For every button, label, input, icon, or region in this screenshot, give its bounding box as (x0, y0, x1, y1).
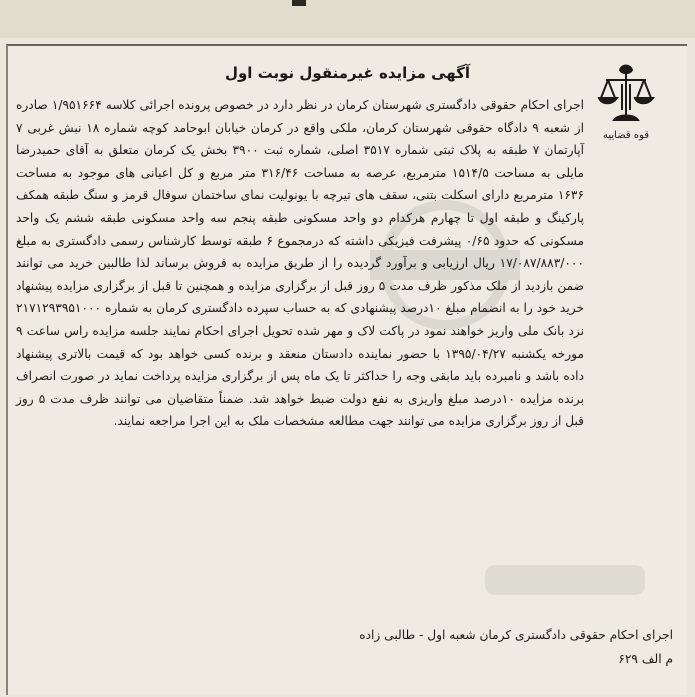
notice-reference-number: م الف ۶۲۹ (618, 652, 673, 666)
notice-signature: اجرای احکام حقوقی دادگستری کرمان شعبه اول - طالبی زاده (359, 628, 673, 642)
faint-watermark-lower (480, 545, 650, 615)
top-edge-mark (292, 0, 306, 6)
emblem-caption: قوه قضاییه (602, 130, 650, 141)
notice-title: آگهی مزایده غیرمنقول نوبت اول (224, 64, 471, 82)
notice-body: اجرای احکام حقوقی دادگستری شهرستان کرمان در نظر دارد در خصوص پرونده اجرائی کلاسه ۱/۹۵۱۶۶۴ صادره از شعبه ۹ دادگاه حقوقی شهرستان کرمان، ملکی واقع در کرمان خیابان ابوحامد کوچه شماره ۱۸ نبش غربی ۷ آپارتمان ۷ طبقه به پلاک ثبتی شماره ۳۵۱۷ اصلی، شماره ثبت ۳۹۰۰ بخش یک کرمان متعلق به آقای حمیدرضا مایلی به مساحت ۱۵۱۴/۵ مترمربع، عرصه به مساحت ۳۱۶/۴۶ متر مربع و کل اعیانی های موجود به مساحت ۱۶۳۶ مترمربع دارای اسکلت بتنی، سقف های تیرچه با یونولیت نمای ساختمان سوفال قرمز و سنگ طبقه همکف پارکینگ و طبقه اول تا چهارم هرکدام دو واحد مسکونی طبقه پنجم سه واحد مسکونی طبقه ششم یک واحد مسکونی که حدود ۰/۶۵ پیشرفت فیزیکی داشته که درمجموع ۶ طبقه توسط کارشناس رسمی دادگستری به مبلغ ۱۷/۰۸۷/۸۸۳/۰۰۰ ریال ارزیابی و برآورد گردیده را از طریق مزایده به فروش برساند لذا طالبین خرید می توانند ضمن بازدید از ملک مذکور ظرف مدت ۵ روز قبل از برگزاری مزایده و همچنین تا قبل از برگزاری مزایده پیشنهاد خرید خود را به انضمام مبلغ ۱۰درصد پیشنهادی که به حساب سپرده دادگستری کرمان به شماره ۲۱۷۱۲۹۳۹۵۱۰۰۰ نزد بانک ملی واریز خواهند نمود در پاکت لاک و مهر شده تحویل اجرای احکام نمایند جلسه مزایده راس ساعت ۹ مورخه یکشنبه ۱۳۹۵/۰۴/۲۷ با حضور نماینده دادستان منعقد و برنده کسی خواهد بود که قیمت بالاتری پیشنهاد داده باشد و نامبرده باید مابقی وجه را حداکثر تا یک ماه پس از برگزاری مزایده پرداخت نماید در صورت انصراف برنده مزایده ۱۰درصد مبلغ واریزی به نفع دولت ضبط خواهد شد. ضمناً متقاضیان می توانند ظرف مدت ۵ روز قبل از روز برگزاری مزایده می توانند جهت مطالعه مشخصات ملک به این اجرا مراجعه نمایند. (16, 98, 585, 429)
top-paper-strip (0, 0, 695, 38)
